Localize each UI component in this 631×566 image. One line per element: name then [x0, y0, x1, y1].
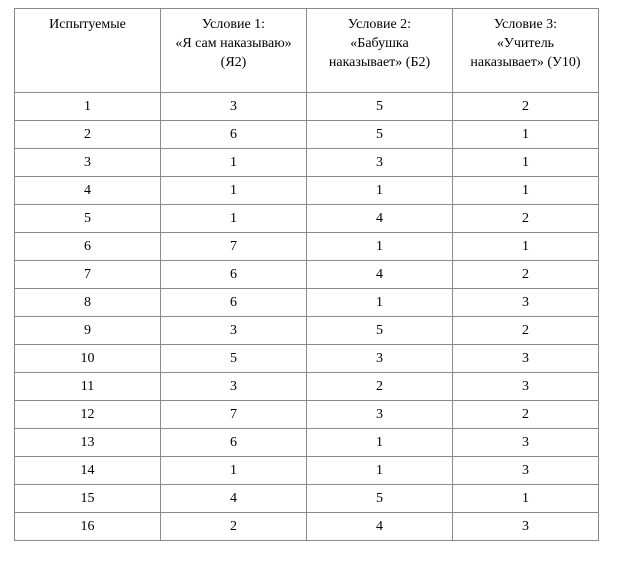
- header-condition-2: [307, 9, 453, 93]
- cell-subject: 14: [15, 457, 161, 485]
- header-line: (Я2): [220, 55, 247, 70]
- table-row: [15, 93, 599, 121]
- cell-condition-2: 1: [307, 177, 453, 205]
- cell-condition-3: 1: [453, 121, 599, 149]
- cell-subject: 8: [15, 289, 161, 317]
- header-line: Испытуемые: [49, 17, 126, 32]
- table-row: [15, 121, 599, 149]
- table-row: [15, 345, 599, 373]
- cell-condition-1: 7: [161, 401, 307, 429]
- cell-subject: 13: [15, 429, 161, 457]
- cell-subject: 3: [15, 149, 161, 177]
- cell-condition-1: 3: [161, 317, 307, 345]
- results-table: [14, 8, 599, 541]
- cell-subject: 4: [15, 177, 161, 205]
- cell-subject: 7: [15, 261, 161, 289]
- cell-subject: 5: [15, 205, 161, 233]
- cell-condition-3: 3: [453, 513, 599, 541]
- cell-condition-1: 2: [161, 513, 307, 541]
- cell-subject: 6: [15, 233, 161, 261]
- cell-condition-3: 2: [453, 205, 599, 233]
- cell-condition-2: 2: [307, 373, 453, 401]
- cell-condition-1: 1: [161, 149, 307, 177]
- cell-condition-1: 1: [161, 177, 307, 205]
- header-subjects: [15, 9, 161, 93]
- header-condition-1: [161, 9, 307, 93]
- cell-condition-3: 2: [453, 317, 599, 345]
- header-line: Условие 2:: [347, 17, 412, 32]
- cell-condition-2: 5: [307, 485, 453, 513]
- header-condition-3: [453, 9, 599, 93]
- cell-subject: 1: [15, 93, 161, 121]
- cell-condition-1: 1: [161, 457, 307, 485]
- table-row: [15, 149, 599, 177]
- cell-condition-3: 1: [453, 233, 599, 261]
- cell-condition-2: 1: [307, 457, 453, 485]
- cell-condition-3: 3: [453, 345, 599, 373]
- cell-subject: 10: [15, 345, 161, 373]
- table-body: [15, 93, 599, 541]
- cell-subject: 2: [15, 121, 161, 149]
- table-row: [15, 373, 599, 401]
- cell-condition-2: 3: [307, 401, 453, 429]
- cell-subject: 16: [15, 513, 161, 541]
- cell-condition-1: 4: [161, 485, 307, 513]
- cell-condition-2: 4: [307, 513, 453, 541]
- cell-condition-2: 1: [307, 429, 453, 457]
- table-row: [15, 457, 599, 485]
- cell-condition-2: 1: [307, 289, 453, 317]
- header-line: «Я сам наказываю»: [175, 36, 292, 51]
- table-row: [15, 261, 599, 289]
- cell-condition-2: 5: [307, 93, 453, 121]
- cell-condition-3: 3: [453, 373, 599, 401]
- cell-subject: 11: [15, 373, 161, 401]
- cell-condition-3: 2: [453, 401, 599, 429]
- header-line: «Бабушка: [350, 36, 409, 51]
- cell-condition-1: 7: [161, 233, 307, 261]
- cell-condition-1: 1: [161, 205, 307, 233]
- header-line: «Учитель: [496, 36, 555, 51]
- table-row: [15, 177, 599, 205]
- cell-condition-3: 2: [453, 261, 599, 289]
- cell-condition-1: 6: [161, 429, 307, 457]
- cell-condition-2: 5: [307, 121, 453, 149]
- cell-condition-3: 1: [453, 149, 599, 177]
- cell-condition-2: 3: [307, 345, 453, 373]
- header-row: [15, 9, 599, 93]
- cell-subject: 12: [15, 401, 161, 429]
- cell-condition-2: 3: [307, 149, 453, 177]
- cell-condition-2: 4: [307, 261, 453, 289]
- cell-subject: 15: [15, 485, 161, 513]
- header-line: наказывает» (У10): [470, 55, 581, 70]
- table-row: [15, 485, 599, 513]
- table-row: [15, 429, 599, 457]
- cell-subject: 9: [15, 317, 161, 345]
- table-header: [15, 9, 599, 93]
- cell-condition-2: 1: [307, 233, 453, 261]
- cell-condition-3: 1: [453, 485, 599, 513]
- cell-condition-1: 5: [161, 345, 307, 373]
- cell-condition-3: 3: [453, 289, 599, 317]
- header-line: Условие 1:: [201, 17, 266, 32]
- table-row: [15, 513, 599, 541]
- cell-condition-3: 1: [453, 177, 599, 205]
- table-row: [15, 289, 599, 317]
- cell-condition-1: 3: [161, 373, 307, 401]
- table-row: [15, 205, 599, 233]
- cell-condition-1: 6: [161, 261, 307, 289]
- cell-condition-3: 2: [453, 93, 599, 121]
- header-line: Условие 3:: [493, 17, 558, 32]
- header-line: наказывает» (Б2): [328, 55, 431, 70]
- table-row: [15, 401, 599, 429]
- cell-condition-1: 6: [161, 289, 307, 317]
- table-row: [15, 233, 599, 261]
- cell-condition-2: 4: [307, 205, 453, 233]
- table-row: [15, 317, 599, 345]
- cell-condition-1: 3: [161, 93, 307, 121]
- cell-condition-2: 5: [307, 317, 453, 345]
- cell-condition-3: 3: [453, 429, 599, 457]
- cell-condition-3: 3: [453, 457, 599, 485]
- cell-condition-1: 6: [161, 121, 307, 149]
